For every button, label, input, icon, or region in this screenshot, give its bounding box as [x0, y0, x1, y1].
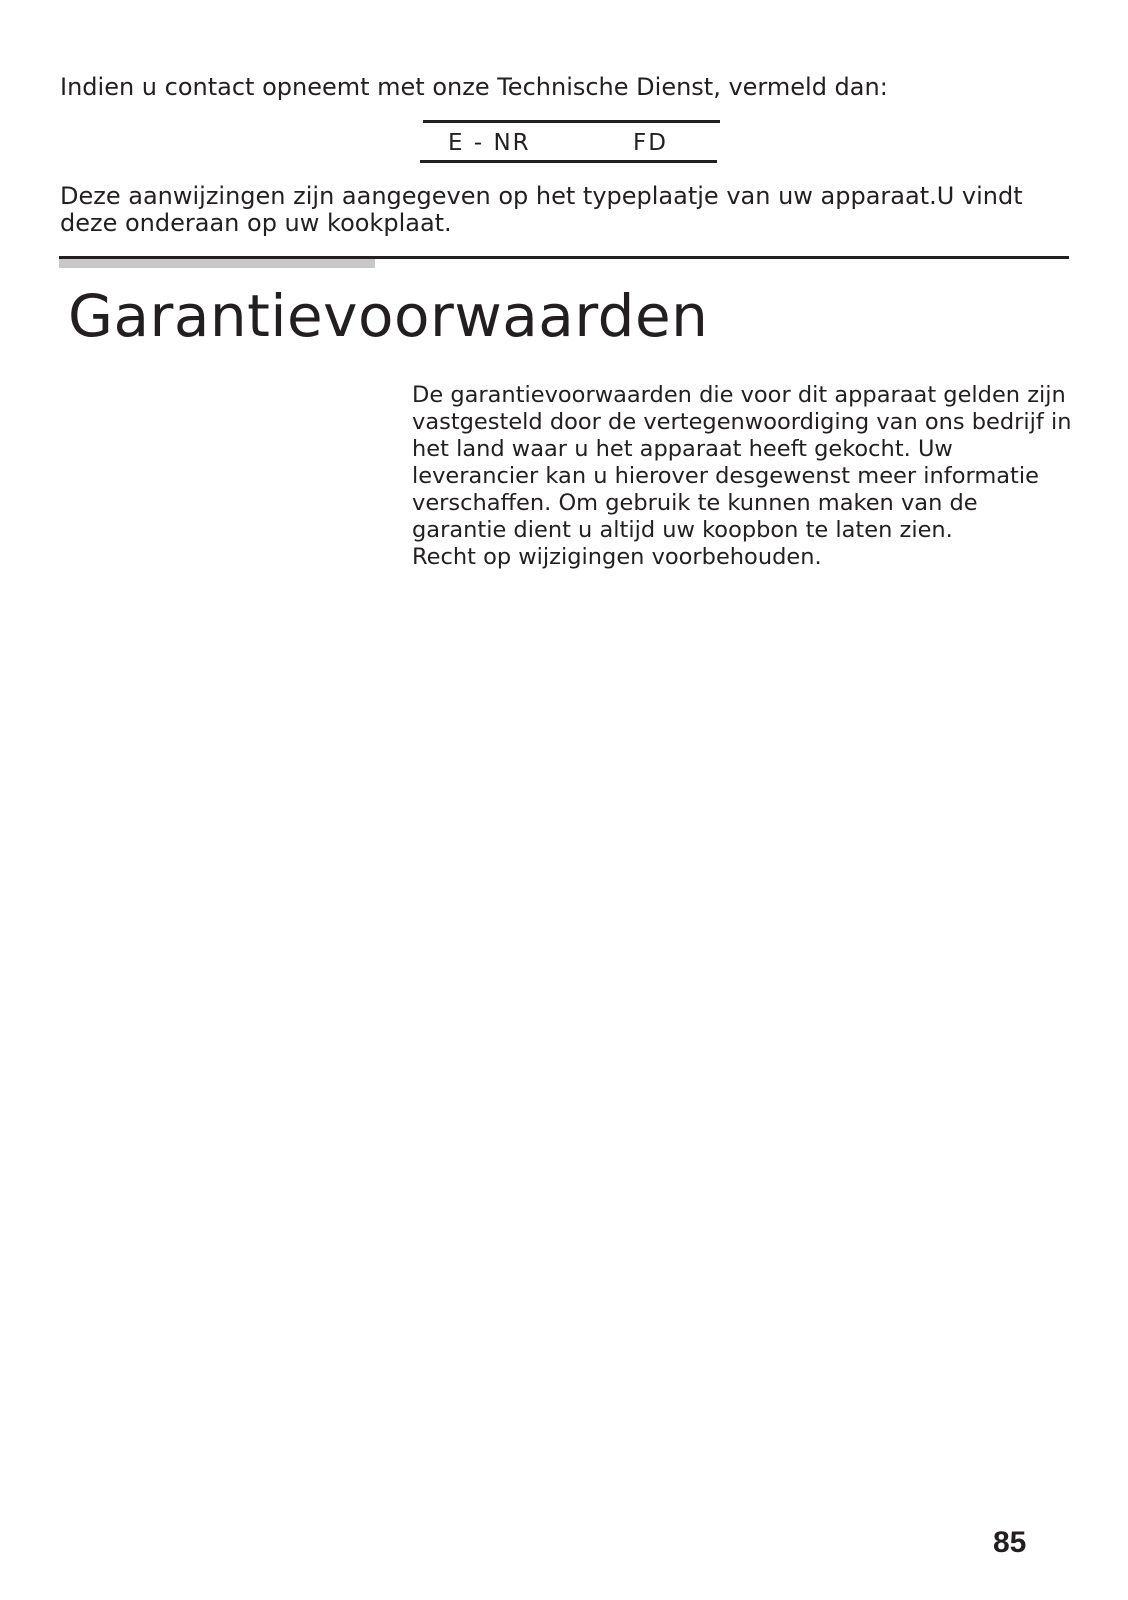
fd-label: FD — [633, 130, 668, 156]
enr-label: E - NR — [448, 130, 531, 156]
warranty-paragraph: De garantievoorwaarden die voor dit apparaat gelden zijn vastgesteld door de vertegenwoordiging van ons bedrijf in het land waar u het apparaat heeft gekocht. Uw leverancier kan u hierover desgewenst meer informatie verschaffen. Om gebruik te kunnen maken van de garantie dient u altijd uw koopbon te laten zien. — [412, 382, 1072, 543]
contact-instruction: Indien u contact opneemt met onze Technische Dienst, vermeld dan: — [60, 73, 888, 101]
section-divider-accent — [59, 259, 375, 268]
warranty-text-block — [412, 382, 1072, 571]
id-rule-top — [423, 120, 720, 123]
rating-plate-note: Deze aanwijzingen zijn aangegeven op het typeplaatje van uw apparaat.U vindt deze onderaan op uw kookplaat. — [60, 182, 1023, 237]
identification-fields — [420, 120, 717, 162]
warranty-footnote: Recht op wijzigingen voorbehouden. — [412, 544, 822, 570]
section-heading: Garantievoorwaarden — [68, 282, 709, 350]
page-number: 85 — [993, 1526, 1027, 1559]
id-rule-bottom — [420, 160, 717, 163]
